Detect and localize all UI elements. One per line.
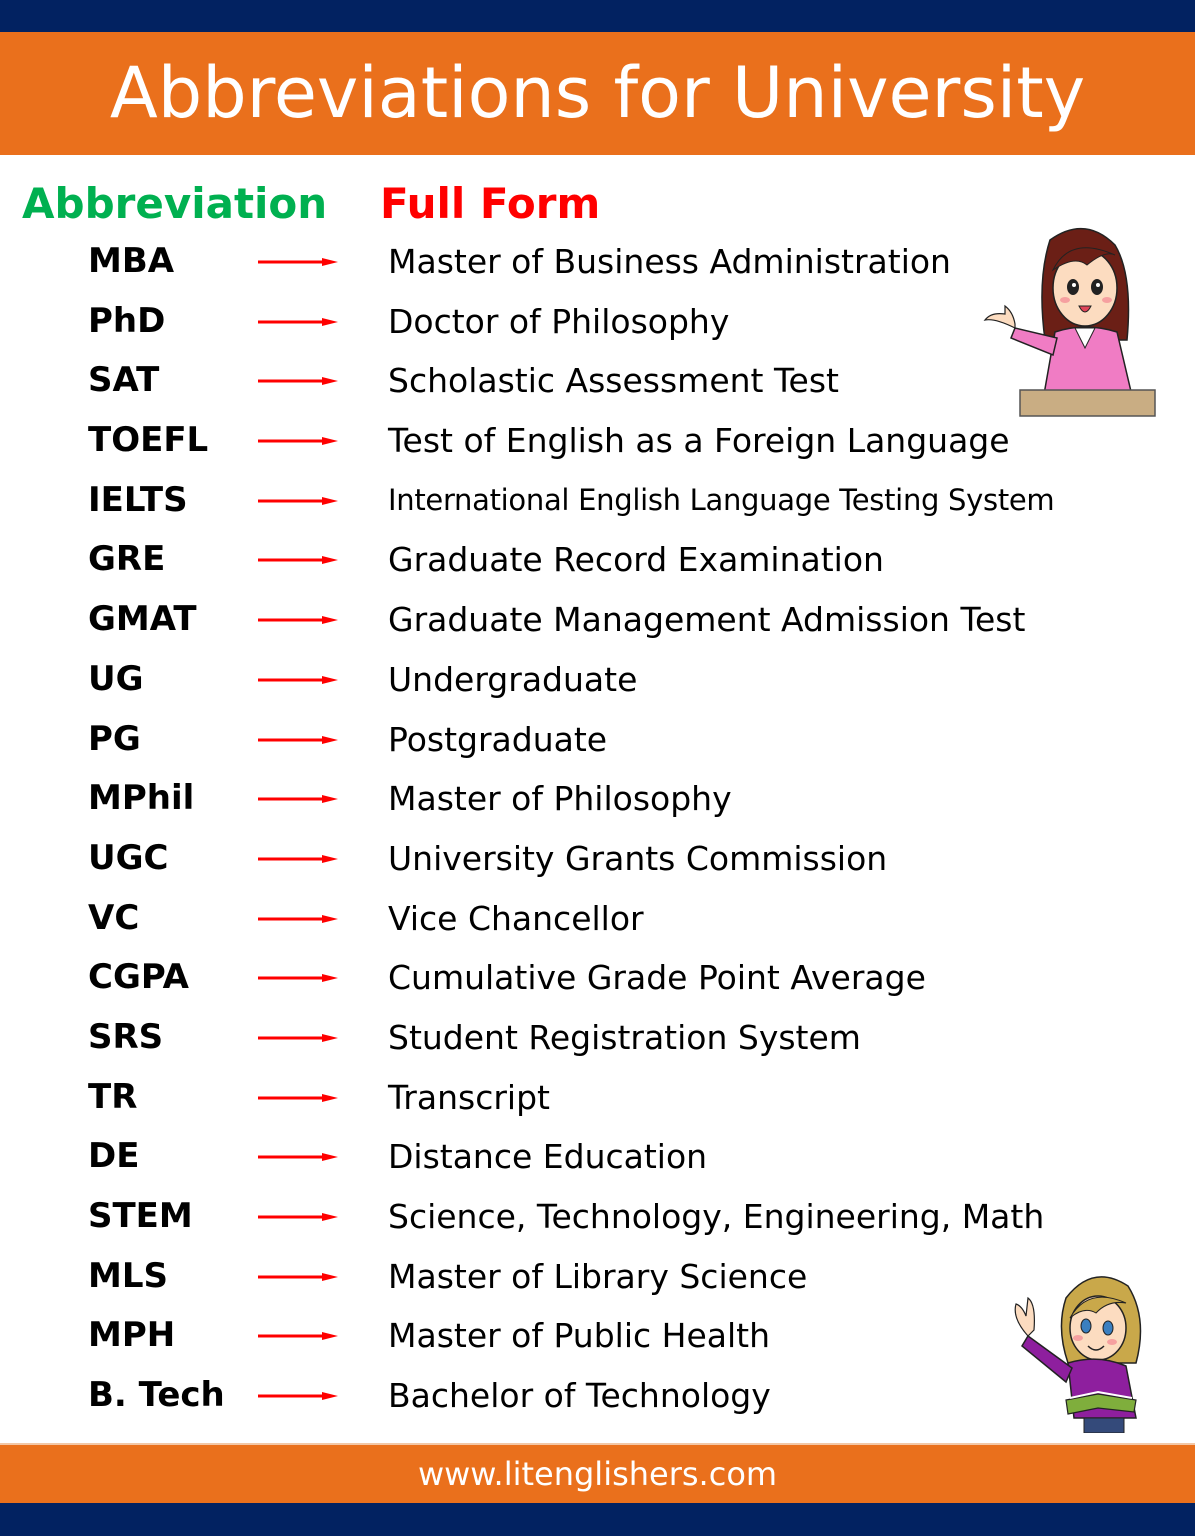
page-title: Abbreviations for University <box>109 52 1086 134</box>
abbreviation: SAT <box>88 360 160 401</box>
right-arrow-icon <box>258 736 338 744</box>
right-arrow-icon <box>258 497 338 505</box>
abbreviation: MPH <box>88 1315 176 1356</box>
right-arrow-icon <box>258 258 338 266</box>
list-item <box>0 650 1195 710</box>
right-arrow-icon <box>258 1153 338 1161</box>
full-form: Distance Education <box>388 1137 708 1177</box>
full-form-column-heading: Full Form <box>380 179 601 228</box>
abbreviation: CGPA <box>88 957 189 998</box>
list-item <box>0 710 1195 770</box>
footer-bar <box>0 1443 1195 1503</box>
list-item <box>0 471 1195 531</box>
abbreviation: GMAT <box>88 599 197 640</box>
website-url: www.litenglishers.com <box>417 1455 778 1493</box>
bottom-navy-bar <box>0 1503 1195 1536</box>
abbreviation: PG <box>88 718 141 759</box>
full-form: Undergraduate <box>388 659 638 699</box>
full-form: Postgraduate <box>388 719 608 759</box>
right-arrow-icon <box>258 795 338 803</box>
abbreviation: MPhil <box>88 778 195 819</box>
list-item <box>0 530 1195 590</box>
right-arrow-icon <box>258 437 338 445</box>
full-form: Graduate Record Examination <box>388 540 884 580</box>
list-item <box>0 411 1195 471</box>
full-form: Science, Technology, Engineering, Math <box>388 1197 1045 1236</box>
teacher-at-podium-illustration <box>975 220 1160 420</box>
abbreviation: DE <box>88 1136 140 1177</box>
abbreviation: TOEFL <box>88 420 209 461</box>
right-arrow-icon <box>258 915 338 923</box>
abbreviation: MBA <box>88 241 175 281</box>
right-arrow-icon <box>258 616 338 624</box>
list-item <box>0 889 1195 949</box>
right-arrow-icon <box>258 1392 338 1400</box>
top-navy-bar <box>0 0 1195 32</box>
full-form: Cumulative Grade Point Average <box>388 958 926 998</box>
full-form: Master of Public Health <box>388 1316 770 1356</box>
title-banner <box>0 32 1195 155</box>
full-form: Master of Philosophy <box>388 779 732 819</box>
full-form: Vice Chancellor <box>388 898 644 938</box>
right-arrow-icon <box>258 1094 338 1102</box>
right-arrow-icon <box>258 855 338 863</box>
right-arrow-icon <box>258 377 338 385</box>
full-form: International English Language Testing System <box>388 482 1055 517</box>
list-item <box>0 769 1195 829</box>
full-form: Test of English as a Foreign Language <box>388 421 1010 461</box>
right-arrow-icon <box>258 1273 338 1281</box>
right-arrow-icon <box>258 974 338 982</box>
full-form: Doctor of Philosophy <box>388 301 730 341</box>
full-form: Bachelor of Technology <box>388 1376 771 1416</box>
abbreviation: SRS <box>88 1016 164 1057</box>
right-arrow-icon <box>258 1213 338 1221</box>
list-item <box>0 1068 1195 1128</box>
abbreviation: VC <box>88 897 140 938</box>
full-form: Transcript <box>388 1077 550 1117</box>
teacher-with-book-illustration <box>998 1258 1148 1433</box>
list-item <box>0 1008 1195 1068</box>
full-form: Graduate Management Admission Test <box>388 600 1026 640</box>
abbreviation-column-heading: Abbreviation <box>22 179 328 228</box>
list-item <box>0 1127 1195 1187</box>
abbreviation: TR <box>88 1076 138 1117</box>
list-item <box>0 829 1195 889</box>
right-arrow-icon <box>258 1332 338 1340</box>
abbreviation: IELTS <box>88 479 188 520</box>
abbreviation: STEM <box>88 1196 193 1236</box>
abbreviation: PhD <box>88 300 166 341</box>
full-form: Master of Library Science <box>388 1256 808 1296</box>
list-item <box>0 1187 1195 1247</box>
abbreviation: UG <box>88 658 144 699</box>
right-arrow-icon <box>258 556 338 564</box>
right-arrow-icon <box>258 1034 338 1042</box>
list-item <box>0 590 1195 650</box>
full-form: Student Registration System <box>388 1017 861 1057</box>
right-arrow-icon <box>258 318 338 326</box>
full-form: Master of Business Administration <box>388 242 951 281</box>
full-form: Scholastic Assessment Test <box>388 361 839 401</box>
abbreviation: UGC <box>88 837 169 878</box>
abbreviation: GRE <box>88 539 166 580</box>
full-form: University Grants Commission <box>388 838 888 878</box>
abbreviation: MLS <box>88 1255 168 1296</box>
list-item <box>0 948 1195 1008</box>
abbreviation: B. Tech <box>88 1375 225 1416</box>
right-arrow-icon <box>258 676 338 684</box>
